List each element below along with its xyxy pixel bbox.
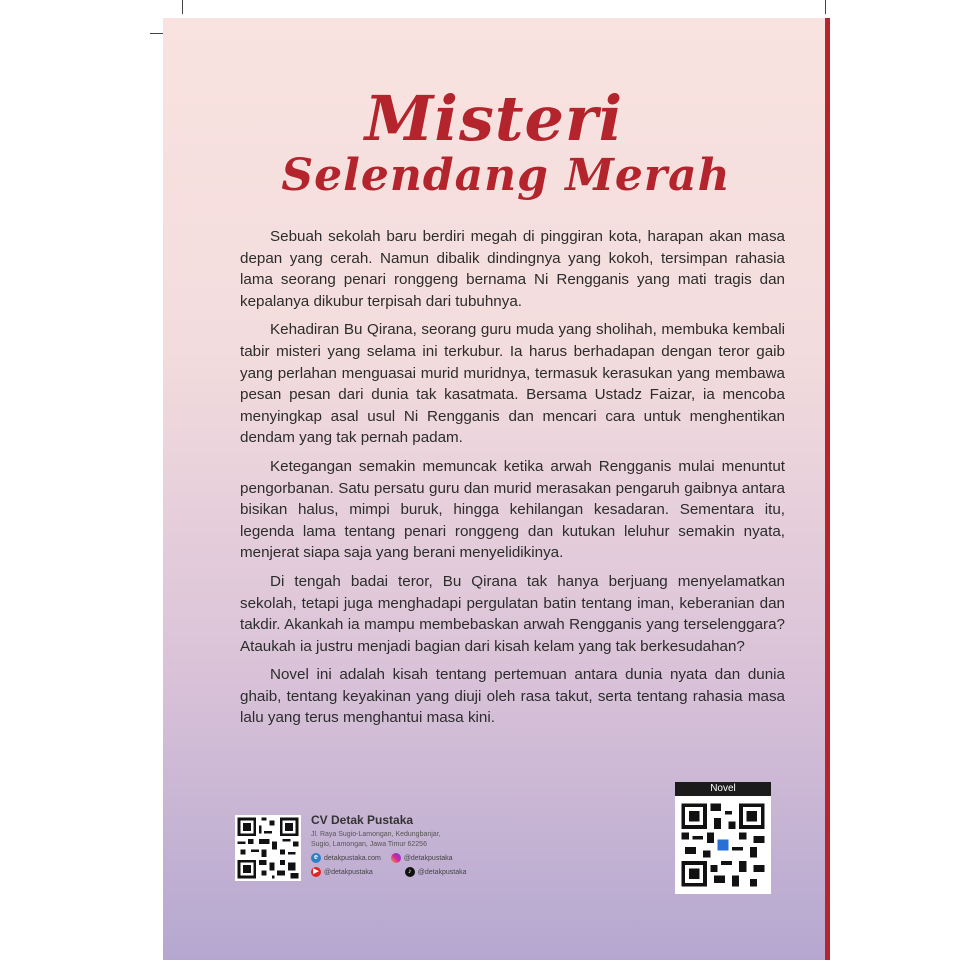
synopsis [240, 226, 785, 736]
globe-icon: e [311, 853, 321, 863]
publisher-info [311, 813, 511, 881]
tiktok-link[interactable]: ♪ @detakpustaka [405, 867, 467, 877]
novel-label: Novel [675, 782, 771, 796]
crop-mark [182, 0, 183, 14]
title-line-2: Selendang Merah [281, 150, 731, 201]
publisher-qr-code[interactable] [235, 815, 301, 881]
crop-mark [150, 33, 164, 34]
novel-badge [675, 782, 771, 894]
synopsis-paragraph: Kehadiran Bu Qirana, seorang guru muda yang sholihah, membuka kembali tabir misteri yang selama ini terkubur. Ia harus berhadapan dengan teror gaib yang perlahan menguasai murid muridnya, termasuk kerasukan yang membawa pesan pesan dari dunia tak kasatmata. Bersama Ustadz Faizar, ia mencoba menyingkap asal usul Ni Rengganis dan mencari cara untuk menghentikan dendam yang tak pernah padam. [240, 321, 785, 447]
title-line-1: Misteri [364, 82, 624, 155]
novel-qr-code[interactable] [678, 800, 768, 890]
synopsis-paragraph: Novel ini adalah kisah tentang pertemuan antara dunia nyata dan dunia ghaib, tentang keyakinan yang diuji oleh rasa takut, serta tentang rahasia masa lalu yang terus menghantui masa kini. [240, 666, 785, 727]
spine-strip [825, 18, 830, 960]
back-cover [163, 18, 825, 960]
publisher-address: Jl. Raya Sugio-Lamongan, Kedungbanjar, Sugio, Lamongan, Jawa Timur 62256 [311, 831, 441, 848]
youtube-link[interactable]: ▶ @detakpustaka [311, 867, 373, 877]
synopsis-paragraph: Sebuah sekolah baru berdiri megah di pinggiran kota, harapan akan masa depan yang cerah. Namun dibalik dindingnya yang kokoh, tersimpan rahasia lama seorang penari ronggeng bernama Ni Rengganis yang mati tragis dan kepalanya dikubur terpisah dari tubuhnya. [240, 228, 785, 310]
instagram-icon [391, 853, 401, 863]
crop-mark [825, 0, 826, 14]
instagram-link[interactable]: @detakpustaka [391, 853, 453, 863]
synopsis-paragraph: Di tengah badai teror, Bu Qirana tak hanya berjuang menyelamatkan sekolah, tetapi juga menghadapi pergulatan batin tentang iman, keberanian dan takdir. Akankah ia mampu membebaskan arwah Rengganis yang terselenggara? Ataukah ia justru menjadi bagian dari kisah kelam yang tak berkesudahan? [240, 572, 785, 655]
synopsis-paragraph: Ketegangan semakin memuncak ketika arwah Rengganis mulai menuntut pengorbanan. Satu persatu guru dan murid merasakan pengaruh gaibnya antara bisikan halus, mimpi buruk, hingga kehilangan kesadaran. Sementara itu, legenda lama tentang penari ronggeng dan kutukan leluhur semakin nyata, menjerat siapa saja yang berani menyelidikinya. [240, 457, 785, 562]
tiktok-icon: ♪ [405, 867, 415, 877]
website-link[interactable]: e detakpustaka.com [311, 853, 381, 863]
publisher-name: CV Detak Pustaka [311, 813, 414, 827]
youtube-icon: ▶ [311, 867, 321, 877]
